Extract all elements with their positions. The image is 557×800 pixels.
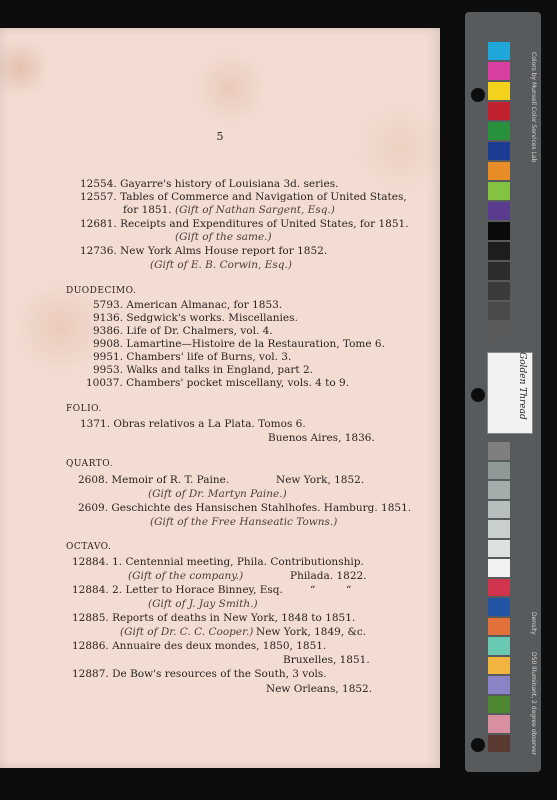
entry-12681: 12681. Receipts and Expenditures of United States, for 1851. <box>80 218 409 230</box>
color-swatch <box>488 715 510 733</box>
entry-12557: 12557. Tables of Commerce and Navigation of United States, <box>80 191 407 203</box>
entry-12886: 12886. Annuaire des deux mondes, 1850, 1851. <box>72 640 327 652</box>
color-swatch <box>488 501 510 519</box>
golden-thread-label: Golden Thread <box>517 352 527 420</box>
color-swatch <box>488 579 510 597</box>
color-swatch <box>488 462 510 480</box>
color-swatch <box>488 142 510 160</box>
color-swatch <box>488 62 510 80</box>
list-item: 9951. Chambers' life of Burns, vol. 3. <box>93 351 292 363</box>
entry-12884-2: 12884. 2. Letter to Horace Binney, Esq. <box>72 584 283 596</box>
color-swatch <box>488 242 510 260</box>
color-swatch <box>488 559 510 577</box>
list-item: 9386. Life of Dr. Chalmers, vol. 4. <box>93 325 273 337</box>
entry-12885-place: New York, 1849, &c. <box>256 626 367 638</box>
entry-12887: 12887. De Bow's resources of the South, 3 vols. <box>72 668 327 680</box>
color-swatch <box>488 222 510 240</box>
color-swatch <box>488 657 510 675</box>
color-swatch <box>488 481 510 499</box>
punch-hole <box>471 738 485 752</box>
list-item: 9136. Sedgwick's works. Miscellanies. <box>93 312 298 324</box>
color-swatch <box>488 696 510 714</box>
entry-12736-gift: (Gift of E. B. Corwin, Esq.) <box>150 259 292 271</box>
entry-2608-gift: (Gift of Dr. Martyn Paine.) <box>148 488 287 500</box>
color-swatch <box>488 520 510 538</box>
punch-hole <box>471 388 485 402</box>
list-item: 9908. Lamartine—Histoire de la Restauration, Tome 6. <box>93 338 385 350</box>
color-swatch <box>488 162 510 180</box>
color-swatch <box>488 182 510 200</box>
page-number: 5 <box>216 130 224 143</box>
color-swatch <box>488 618 510 636</box>
color-swatch <box>488 282 510 300</box>
entry-12681-gift: (Gift of the same.) <box>175 231 272 243</box>
entry-12885: 12885. Reports of deaths in New York, 1848 to 1851. <box>72 612 356 624</box>
entry-12557-cont: for 1851. (Gift of Nathan Sargent, Esq.) <box>123 204 335 216</box>
color-swatch <box>488 322 510 340</box>
entry-1371-place: Buenos Aires, 1836. <box>268 432 375 444</box>
entry-12554: 12554. Gayarre's history of Louisiana 3d. series. <box>80 178 339 190</box>
color-swatch <box>488 202 510 220</box>
color-swatch <box>488 540 510 558</box>
color-swatch <box>488 122 510 140</box>
color-swatch <box>488 637 510 655</box>
entry-12884-1: 12884. 1. Centennial meeting, Phila. Contributionship. <box>72 556 364 568</box>
entry-1371: 1371. Obras relativos a La Plata. Tomos 6. <box>80 418 306 430</box>
ditto-mark: “ <box>346 584 352 596</box>
entry-12884-1-place: Philada. 1822. <box>290 570 367 582</box>
heading-octavo: OCTAVO. <box>66 542 112 552</box>
color-swatch <box>488 598 510 616</box>
entry-12885-gift: (Gift of Dr. C. C. Cooper.) <box>120 626 254 638</box>
entry-2609-gift: (Gift of the Free Hanseatic Towns.) <box>150 516 338 528</box>
color-swatch <box>488 262 510 280</box>
checker-density-label: Density <box>530 612 537 635</box>
color-swatch <box>488 735 510 753</box>
checker-bottom-label: D50 Illuminant, 2 degree observer <box>530 652 537 756</box>
heading-folio: FOLIO. <box>66 404 102 414</box>
color-swatch <box>488 676 510 694</box>
entry-12884-1-gift: (Gift of the company.) <box>128 570 244 582</box>
list-item: 5793. American Almanac, for 1853. <box>93 299 283 311</box>
color-swatch <box>488 102 510 120</box>
entry-2609: 2609. Geschichte des Hansischen Stahlhofes. Hamburg. 1851. <box>78 502 412 514</box>
punch-hole <box>471 88 485 102</box>
color-swatch <box>488 42 510 60</box>
list-item: 9953. Walks and talks in England, part 2. <box>93 364 313 376</box>
document-page <box>0 28 440 768</box>
color-swatch <box>488 302 510 320</box>
heading-quarto: QUARTO. <box>66 459 114 469</box>
entry-12886-place: Bruxelles, 1851. <box>283 654 370 666</box>
heading-duodecimo: DUODECIMO. <box>66 286 137 296</box>
entry-2608: 2608. Memoir of R. T. Paine. <box>78 474 230 486</box>
ditto-mark: “ <box>310 584 316 596</box>
list-item: 10037. Chambers' pocket miscellany, vols. 4 to 9. <box>86 377 350 389</box>
color-swatch <box>488 442 510 460</box>
entry-12884-2-gift: (Gift of J. Jay Smith.) <box>148 598 258 610</box>
entry-12736: 12736. New York Alms House report for 1852. <box>80 245 328 257</box>
checker-side-label: Colors by Munsell Color Services Lab <box>530 52 537 163</box>
color-swatch <box>488 82 510 100</box>
entry-12887-place: New Orleans, 1852. <box>266 683 373 695</box>
entry-2608-place: New York, 1852. <box>276 474 365 486</box>
